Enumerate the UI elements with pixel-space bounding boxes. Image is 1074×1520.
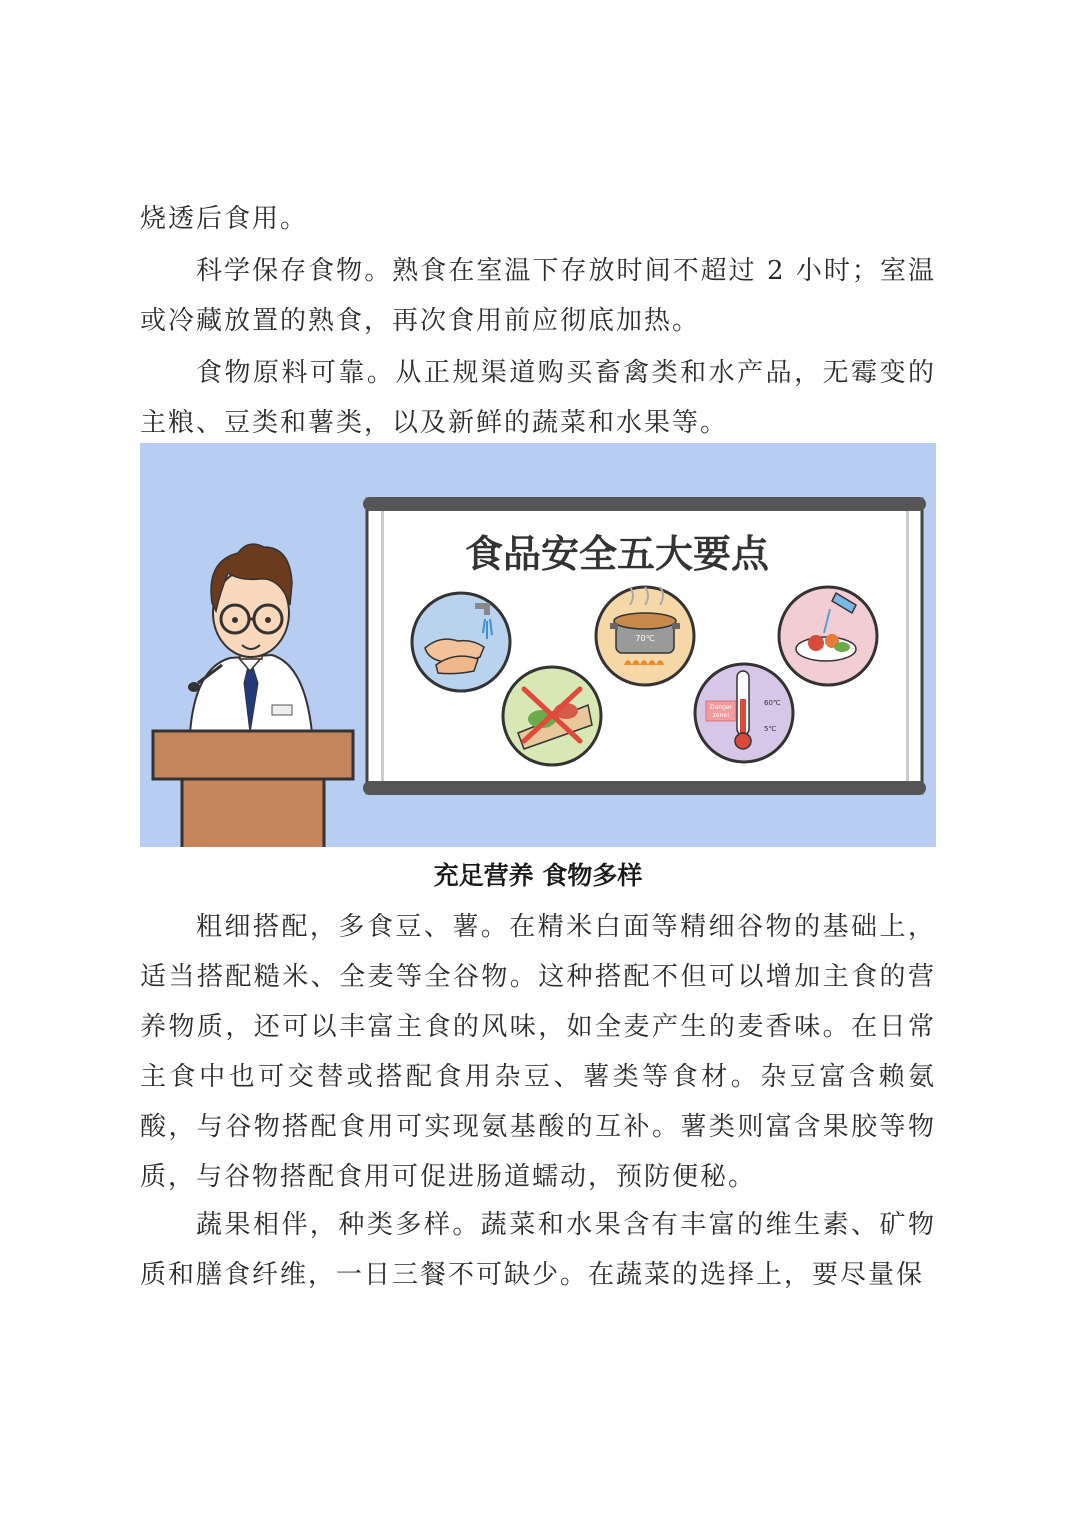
paragraph-food-storage: 科学保存食物。熟食在室温下存放时间不超过 2 小时；室温或冷藏放置的熟食，再次食用前应彻底加热。 — [140, 256, 936, 336]
pot-temperature-label: 70℃ — [635, 634, 655, 643]
thermometer-icon — [695, 664, 793, 762]
section-heading: 充足营养 食物多样 — [433, 861, 643, 890]
fresh-ingredients-icon — [779, 587, 877, 685]
danger-zone-label-line2: zone! — [712, 712, 730, 719]
paragraph-cooking-thoroughly: 烧透后食用。 — [140, 204, 309, 234]
paragraph-grain-balance: 粗细搭配，多食豆、薯。在精米白面等精细谷物的基础上，适当搭配糙米、全麦等全谷物。这种搭配不但可以增加主食的营养物质，还可以丰富主食的风味，如全麦产生的麦香味。在日常主食中也可交替或搭配食用杂豆、薯类等食材。杂豆富含赖氨酸，与谷物搭配食用可实现氨基酸的互补。薯类则富含果胶等物质，与谷物搭配食用可促进肠道蠕动，预防便秘。 — [140, 912, 936, 1192]
podium — [153, 731, 353, 847]
paragraph-food-source: 食物原料可靠。从正规渠道购买畜禽类和水产品，无霉变的主粮、豆类和薯类，以及新鲜的蔬菜和水果等。 — [140, 358, 936, 438]
danger-zone-label-line1: Danger — [709, 704, 733, 711]
presenter-figure — [188, 544, 312, 733]
thermometer-low-label: 5℃ — [764, 725, 777, 733]
separate-raw-cooked-icon — [503, 667, 601, 765]
board-title: 食品安全五大要点 — [464, 532, 770, 576]
food-safety-illustration — [140, 443, 936, 847]
paragraph-vegetables-fruits: 蔬果相伴，种类多样。蔬菜和水果含有丰富的维生素、矿物质和膳食纤维，一日三餐不可缺少。在蔬菜的选择上，要尽量保 — [140, 1210, 936, 1290]
hand-washing-icon — [412, 593, 510, 691]
thermometer-high-label: 60℃ — [764, 699, 781, 707]
cooking-pot-icon — [596, 587, 694, 685]
